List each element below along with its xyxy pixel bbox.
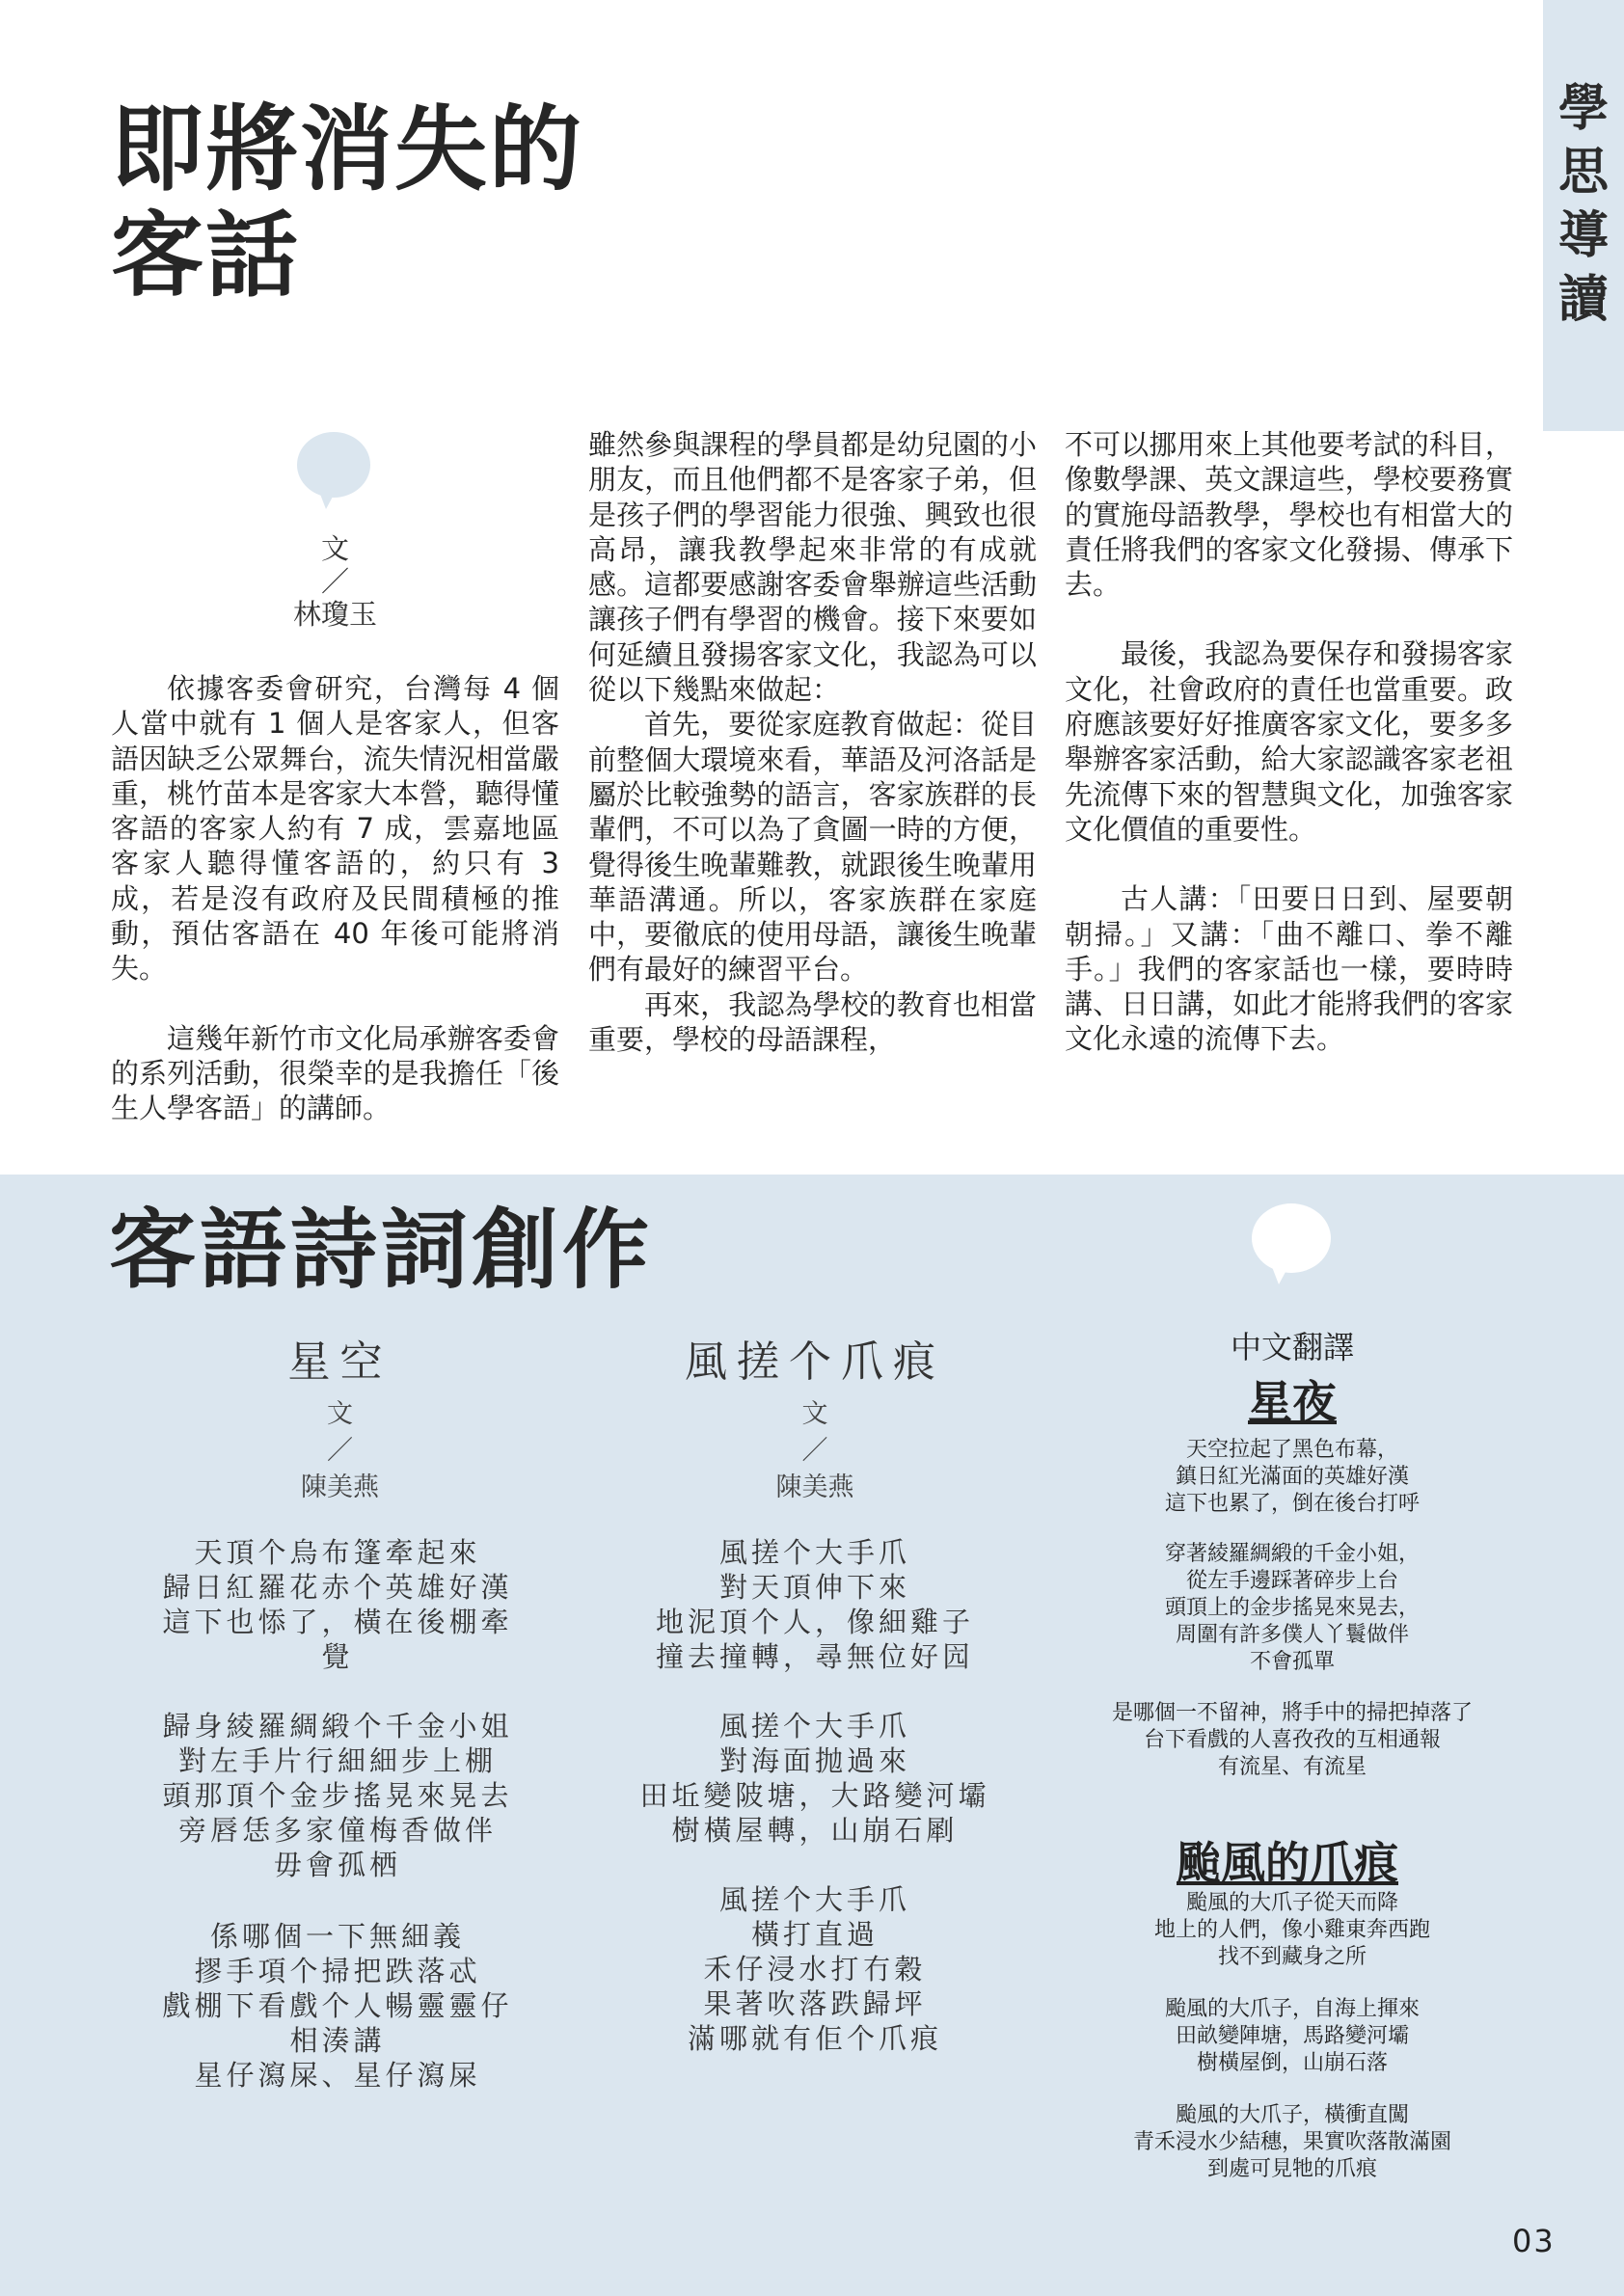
translation-line: 鎮日紅光滿面的英雄好漢 bbox=[1175, 1465, 1409, 1489]
article-column-3 bbox=[1065, 427, 1513, 1057]
poem-stanza bbox=[111, 1919, 564, 2093]
byline-author: 陳美燕 bbox=[775, 1472, 854, 1502]
translation-title: 颱風的爪痕 bbox=[1177, 1837, 1398, 1889]
byline-label: 文 bbox=[801, 1399, 828, 1429]
translation-line: 台下看戲的人喜孜孜的互相通報 bbox=[1143, 1728, 1441, 1752]
poem-line: 戲棚下看戲个人暢靈靈仔 bbox=[162, 1989, 513, 2022]
poem-line: 對左手片行細細步上棚 bbox=[177, 1744, 497, 1777]
section-side-tab bbox=[1543, 0, 1624, 431]
translation-stanza bbox=[1061, 1996, 1524, 2077]
side-tab-char: 讀 bbox=[1557, 271, 1609, 329]
poem-byline bbox=[241, 1396, 439, 1506]
translation-stanza bbox=[1061, 2102, 1524, 2183]
poem-line: 摎手項个掃把跌落忒 bbox=[194, 1955, 481, 1987]
translation-line: 周圍有許多僕人丫鬟做伴 bbox=[1175, 1623, 1409, 1647]
poem-stanza bbox=[593, 1709, 1037, 1848]
poem-line: 歸日紅羅花赤个英雄好漢 bbox=[162, 1571, 513, 1604]
page-number: 03 bbox=[1512, 2223, 1556, 2259]
byline-label: 文 bbox=[320, 532, 349, 565]
byline-slash: ／ bbox=[320, 565, 349, 598]
poem-line: 風搓个大手爪 bbox=[718, 1536, 910, 1569]
poem-line: 地泥頂个人，像細雞子 bbox=[655, 1606, 974, 1638]
poem-line: 風搓个大手爪 bbox=[718, 1710, 910, 1742]
poem-line: 果著吹落跌歸坪 bbox=[703, 1987, 927, 2020]
translation-line: 穿著綾羅綢緞的千金小姐， bbox=[1164, 1542, 1420, 1566]
poem-line: 天頂个烏布篷牽起來 bbox=[194, 1536, 481, 1569]
poem-stanza bbox=[111, 1535, 564, 1674]
poem-line: 對天頂伸下來 bbox=[718, 1571, 910, 1604]
translation-line: 青禾浸水少結穗，果實吹落散滿園 bbox=[1132, 2130, 1451, 2154]
article-title-line: 即將消失的 bbox=[111, 95, 583, 203]
poem-line: 歸身綾羅綢緞个千金小姐 bbox=[162, 1710, 513, 1742]
translation-stanza bbox=[1061, 1700, 1524, 1781]
translation-line: 天空拉起了黑色布幕， bbox=[1185, 1438, 1398, 1462]
speech-bubble-icon bbox=[1252, 1203, 1331, 1273]
poem-line: 對海面抛過來 bbox=[718, 1744, 910, 1777]
translation-line: 樹橫屋倒，山崩石落 bbox=[1196, 2051, 1388, 2075]
translation-line: 是哪個一不留神，將手中的掃把掉落了 bbox=[1111, 1701, 1473, 1725]
translation-line: 這下也累了，倒在後台打呼 bbox=[1164, 1492, 1420, 1516]
translation-line: 從左手邊踩著碎步上台 bbox=[1185, 1569, 1398, 1593]
paragraph: 雖然參與課程的學員都是幼兒園的小朋友，而且他們都不是客家子弟，但是孩子們的學習能力很強、興致也很高昂，讓我教學起來非常的有成就感。這都要感謝客委會舉辦這些活動讓孩子們有學習的機會。接下來要如何延續且發揚客家文化，我認為可以從以下幾點來做起： bbox=[588, 428, 1037, 707]
poem-line: 頭那頂个金步搖晃來晃去 bbox=[162, 1779, 513, 1812]
paragraph: 首先，要從家庭教育做起：從目前整個大環境來看，華語及河洛話是屬於比較強勢的語言，客家族群的長輩們，不可以為了貪圖一時的方便，覺得後生晚輩難教，就跟後生晚輩用華語溝通。所以，客家族群在家庭中，要徹底的使用母語，讓後生晚輩們有最好的練習平台。 bbox=[588, 708, 1037, 986]
paragraph: 古人講：「田要日日到、屋要朝朝掃。」又講：「曲不離口、拳不離手。」我們的客家話也一樣，要時時講、日日講，如此才能將我們的客家文化永遠的流傳下去。 bbox=[1065, 882, 1513, 1056]
paragraph: 再來，我認為學校的教育也相當重要，學校的母語課程， bbox=[588, 987, 1037, 1057]
translation-line: 有流星、有流星 bbox=[1217, 1755, 1367, 1779]
side-tab-char: 導 bbox=[1557, 207, 1609, 265]
poem-line: 覺 bbox=[321, 1640, 354, 1673]
translation-line: 到處可見牠的爪痕 bbox=[1206, 2157, 1377, 2181]
translation-line: 田畝變陣塘，馬路變河壩 bbox=[1175, 2024, 1409, 2048]
speech-bubble-icon bbox=[297, 432, 370, 498]
translation-line: 頭頂上的金步搖晃來晃去， bbox=[1164, 1596, 1420, 1620]
poem-line: 禾仔浸水打冇穀 bbox=[703, 1953, 927, 1985]
translation-title: 星夜 bbox=[1248, 1376, 1337, 1428]
translation-line: 颱風的大爪子，自海上揮來 bbox=[1164, 1997, 1420, 2021]
poem-stanza bbox=[593, 1535, 1037, 1674]
paragraph: 這幾年新竹市文化局承辦客委會的系列活動，很榮幸的是我擔任「後生人學客語」的講師。 bbox=[111, 1021, 559, 1125]
poem-line: 旁唇恁多家僮梅香做伴 bbox=[177, 1814, 497, 1847]
article-column-2 bbox=[588, 427, 1037, 1057]
poem-line: 滿哪就有佢个爪痕 bbox=[687, 2022, 942, 2055]
poem-title: 風搓个爪痕 bbox=[685, 1337, 945, 1387]
poem-line: 這下也悿了，橫在後棚牽 bbox=[162, 1606, 513, 1638]
poem-stanza bbox=[111, 1709, 564, 1882]
side-tab-char: 學 bbox=[1557, 80, 1609, 138]
paragraph: 依據客委會研究，台灣每 4 個人當中就有 1 個人是客家人，但客語因缺乏公眾舞台，流失情況相當嚴重，桃竹苗本是客家大本營，聽得懂客語的客家人約有 7 成，雲嘉地區客家人聽得懂客語的，約只有 3 成，若是沒有政府及民間積極的推動，預估客語在 40 年後可能將消失。 bbox=[111, 672, 559, 986]
side-tab-label bbox=[1543, 77, 1624, 332]
translation-line: 颱風的大爪子從天而降 bbox=[1185, 1891, 1398, 1915]
translation-line: 不會孤單 bbox=[1249, 1650, 1335, 1674]
poem-byline bbox=[718, 1396, 911, 1506]
article-title-line: 客話 bbox=[111, 202, 300, 310]
side-tab-char: 思 bbox=[1557, 144, 1609, 202]
poem-line: 相湊講 bbox=[289, 2024, 386, 2057]
byline-slash: ／ bbox=[327, 1436, 353, 1466]
byline-slash: ／ bbox=[801, 1436, 828, 1466]
translation-line: 找不到藏身之所 bbox=[1217, 1945, 1367, 1969]
translation-stanza bbox=[1061, 1437, 1524, 1518]
translation-line: 颱風的大爪子，橫衝直闖 bbox=[1175, 2103, 1409, 2127]
byline-author: 林瓊玉 bbox=[292, 598, 377, 631]
paragraph: 不可以挪用來上其他要考試的科目，像數學課、英文課這些，學校要務實的實施母語教學，學校也有相當大的責任將我們的客家文化發揚、傳承下去。 bbox=[1065, 428, 1513, 602]
translation-stanza bbox=[1061, 1890, 1524, 1971]
translation-label: 中文翻譯 bbox=[1230, 1329, 1354, 1365]
translation-line: 地上的人們，像小雞東奔西跑 bbox=[1153, 1918, 1430, 1942]
paragraph: 最後，我認為要保存和發揚客家文化，社會政府的責任也當重要。政府應該要好好推廣客家文化，要多多舉辦客家活動，給大家認識客家老祖先流傳下來的智慧與文化，加強客家文化價值的重要性。 bbox=[1065, 637, 1513, 846]
poem-line: 星仔瀉屎、星仔瀉屎 bbox=[194, 2059, 481, 2092]
article-column-1 bbox=[111, 671, 559, 1126]
poetry-section-title: 客語詩詞創作 bbox=[109, 1200, 653, 1301]
article-byline bbox=[241, 532, 429, 631]
poem-line: 田坵變陂塘，大路變河壩 bbox=[639, 1779, 990, 1812]
poem-line: 橫打直過 bbox=[750, 1918, 879, 1951]
byline-author: 陳美燕 bbox=[301, 1472, 379, 1502]
poem-stanza bbox=[593, 1882, 1037, 2056]
byline-label: 文 bbox=[327, 1399, 353, 1429]
poem-title: 星空 bbox=[287, 1337, 392, 1387]
poem-line: 毋會孤栖 bbox=[273, 1849, 401, 1881]
article-title bbox=[111, 96, 728, 309]
poem-line: 樹橫屋轉，山崩石㓾 bbox=[671, 1814, 959, 1847]
poem-line: 撞去撞轉，尋無位好囥 bbox=[655, 1640, 974, 1673]
translation-stanza bbox=[1061, 1541, 1524, 1676]
poem-line: 風搓个大手爪 bbox=[718, 1883, 910, 1916]
poem-line: 係哪個一下無細義 bbox=[209, 1920, 465, 1953]
